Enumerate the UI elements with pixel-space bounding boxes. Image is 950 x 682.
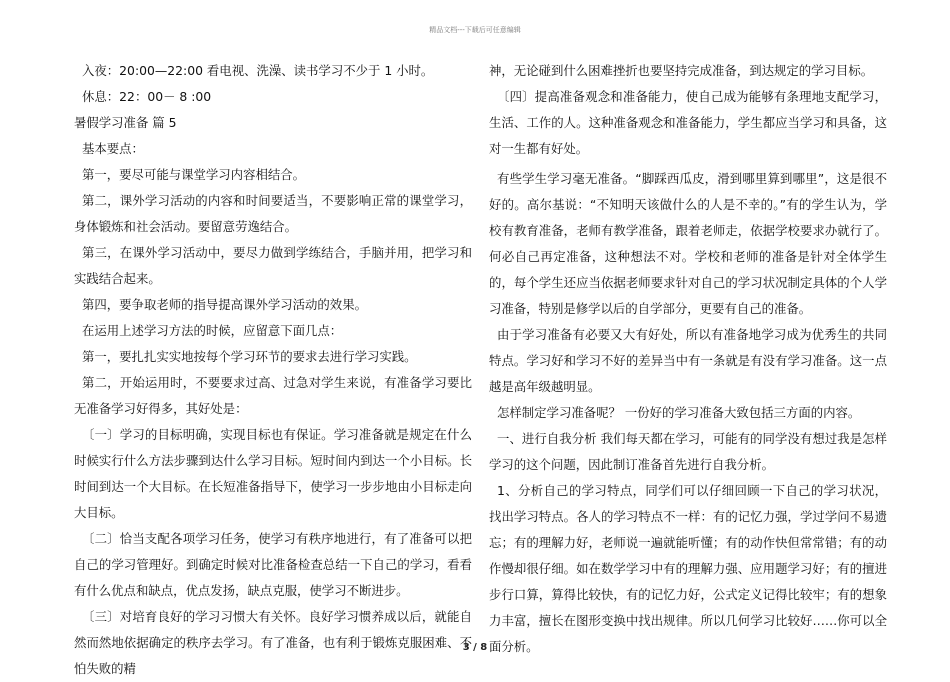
page-header: 精品文档---下载后可任意编辑 (429, 26, 521, 34)
paragraph: 第三，在课外学习活动中，要尽力做到学练结合，手脑并用，把学习和实践结合起来。 (74, 245, 472, 286)
paragraph: 〔二〕恰当支配各项学习任务，使学习有秩序地进行，有了准备可以把自己的学习管理好。到确定时候对比准备检查总结一下自己的学习，看看有什么优点和缺点，优点发扬，缺点克服，使学习不断进步。 (74, 531, 472, 598)
section-title: 暑假学习准备 篇 5 (74, 115, 177, 130)
paragraph: 有些学生学习毫无准备。“脚踩西瓜皮，滑到哪里算到哪里”，这是很不好的。高尔基说：“不知明天该做什么的人是不幸的。”有的学生认为，学校有教育准备，老师有教学准备，跟着老师走，依据学校要求办就行了。何必自己再定准备，这种想法不对。学校和老师的准备是针对全体学生的，每个学生还应当依据老师要求针对自己的学习状况制定具体的个人学习准备，特别是修学以后的自学部分，更要有自己的准备。 (489, 171, 887, 316)
paragraph: 第一，要尽可能与课堂学习内容相结合。 (82, 167, 306, 182)
paragraph: 第一，要扎扎实实地按每个学习环节的要求去进行学习实践。 (82, 349, 417, 364)
paragraph: 〔三〕对培育良好的学习习惯大有关怀。良好学习惯养成以后，就能自然而然地依据确定的秩序去学习。有了准备，也有利于锻炼克服困难、不怕失败的精 (74, 609, 472, 676)
paragraph: 一、进行自我分析 我们每天都在学习，可能有的同学没有想过我是怎样学习的这个问题，因此制订准备首先进行自我分析。 (489, 431, 887, 472)
paragraph: 第二，开始运用时，不要要求过高、过急对学生来说，有准备学习要比无准备学习好得多，其好处是： (74, 375, 472, 416)
paragraph: 〔一〕学习的目标明确，实现目标也有保证。学习准备就是规定在什么时候实行什么方法步骤到达什么学习目标。短时间内到达一个小目标。长时间到达一个大目标。在长短准备指导下，使学习一步步地由小目标走向大目标。 (74, 427, 472, 520)
right-column (489, 58, 887, 660)
paragraph: 第四，要争取老师的指导提高课外学习活动的效果。 (82, 297, 367, 312)
paragraph: 在运用上述学习方法的时候，应留意下面几点： (82, 323, 343, 338)
paragraph: 休息：22：00－ 8 :00 (82, 89, 212, 104)
paragraph: 1、分析自己的学习特点，同学们可以仔细回顾一下自己的学习状况，找出学习特点。各人的学习特点不一样：有的记忆力强，学过学问不易遗忘；有的理解力好，老师说一遍就能听懂；有的动作快但常常错；有的动作慢却很仔细。如在数学学习中有的理解力强、应用题学习好；有的擅进步行口算，算得比较快，有的记忆力好，公式定义记得比较牢；有的想象力丰富，擅长在图形变换中找出规律。所以几何学习比较好……你可以全面分析。 (489, 483, 887, 654)
left-column (74, 58, 472, 682)
page-number: 3 / 8 (462, 642, 488, 653)
paragraph: 〔四〕提高准备观念和准备能力，使自己成为能够有条理地支配学习，生活、工作的人。这种准备观念和准备能力，学生都应当学习和具备，这对一生都有好处。 (489, 89, 887, 156)
paragraph: 神，无论碰到什么困难挫折也要坚持完成准备，到达规定的学习目标。 (489, 63, 874, 78)
paragraph: 怎样制定学习准备呢？ 一份好的学习准备大致包括三方面的内容。 (497, 405, 861, 420)
paragraph: 由于学习准备有必要又大有好处，所以有准备地学习成为优秀生的共同特点。学习好和学习不好的差异当中有一条就是有没有学习准备。这一点越是高年级越明显。 (489, 327, 887, 394)
paragraph: 入夜：20:00—22:00 看电视、洗澡、读书学习不少于 1 小时。 (82, 63, 434, 78)
paragraph: 基本要点： (82, 141, 144, 156)
paragraph: 第二，课外学习活动的内容和时间要适当，不要影响正常的课堂学习，身体锻炼和社会活动。要留意劳逸结合。 (74, 193, 472, 234)
